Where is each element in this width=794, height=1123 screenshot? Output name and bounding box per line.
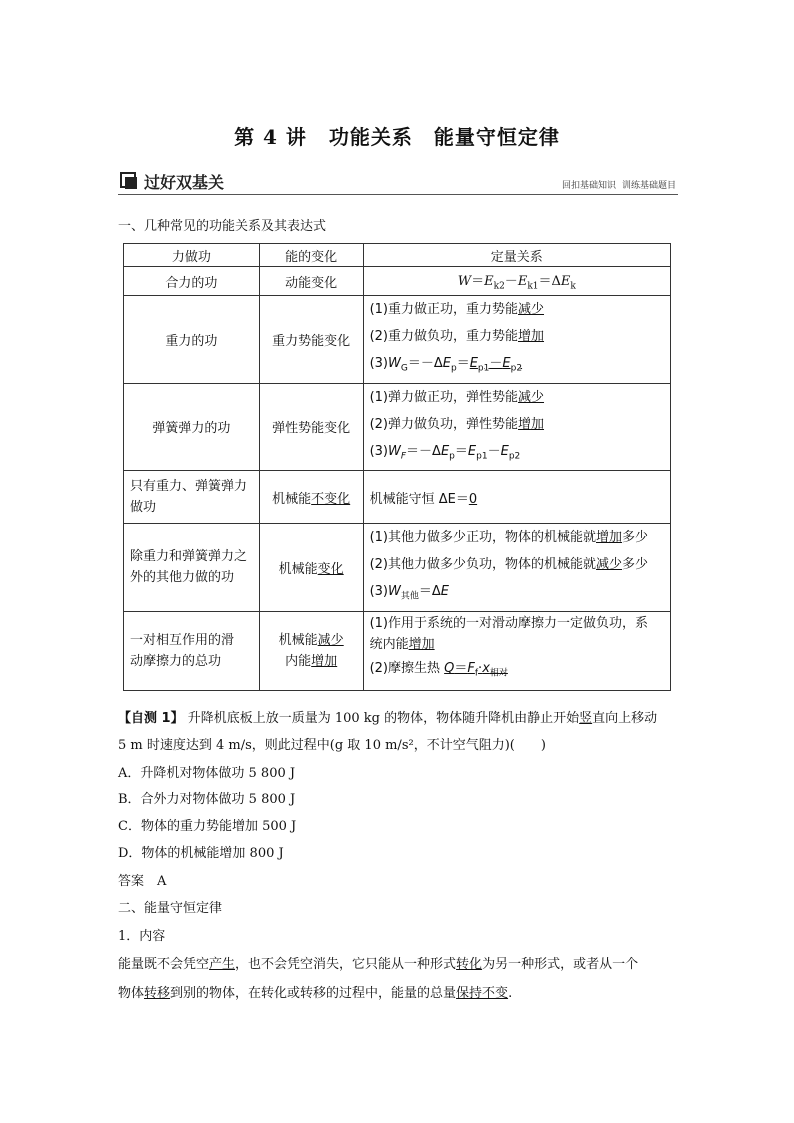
section-bar bbox=[118, 170, 678, 195]
option-d: D．物体的机械能增加 800 J bbox=[118, 846, 284, 861]
option-b: B．合外力对物体做功 5 800 J bbox=[118, 792, 296, 807]
other-force-formula: $(3)W_{其他}=\Delta E$ bbox=[369, 584, 449, 602]
header-work: 力做功 bbox=[124, 244, 260, 267]
table-row: 合力的功 动能变化 $W=E_{k2}-E_{k1}=\Delta E_k$ bbox=[124, 267, 671, 296]
content-paragraph: 能量既不会凭空产生，也不会凭空消失，它只能从一种形式转化为另一种形式，或者从一个 物体转移到别的物体，在转化或转移的过程中，能量的总量保持不变. bbox=[118, 957, 639, 1001]
section-title: 过好双基关 bbox=[144, 173, 225, 192]
table-row: 一对相互作用的滑 动摩擦力的总功 机械能减少 内能增加 (1)作用于系统的一对滑动摩擦力一定做负功，系 统内能增加 (2)摩擦生热 $Q=F_f\cdot x_{相对}$ bbox=[124, 611, 671, 690]
table-row: 弹簧弹力的功 弹性势能变化 (1)弹力做正功，弹性势能减少 (2)弹力做负功，弹性势能增加 $(3)W_F=-\Delta E_p=E_{p1}-E_{p2}$ bbox=[124, 383, 671, 471]
table-row: 重力的功 重力势能变化 (1)重力做正功，重力势能减少 (2)重力做负功，重力势能增加 $(3)W_G=-\Delta E_p=E_{p1}-E_{p2}$ bbox=[124, 296, 671, 384]
table-row: 除重力和弹簧弹力之 外的其他力做的功 机械能变化 (1)其他力做多少正功，物体的机械能就增加多少 (2)其他力做多少负功，物体的机械能就减少多少 $(3)W_{其他}=\Delta E$ bbox=[124, 524, 671, 612]
section-subtitle: 回扣基础知识 训练基础题目 bbox=[561, 181, 676, 191]
friction-heat-formula: $Q=F_f\cdot x_{相对}$ bbox=[444, 661, 508, 680]
section-square-icon bbox=[120, 172, 137, 189]
relations-table bbox=[123, 243, 671, 691]
problem-tag: 【自测 1】 bbox=[118, 711, 184, 726]
header-change: 能的变化 bbox=[259, 244, 363, 267]
answer: 答案 A bbox=[118, 874, 167, 889]
gravity-formula: $(3)W_G=-\Delta E_p=E_{p1}-E_{p2}$ bbox=[369, 356, 523, 374]
table-row: 只有重力、弹簧弹力 做功 机械能不变化 机械能守恒 ΔE＝0 bbox=[124, 471, 671, 524]
option-a: A．升降机对物体做功 5 800 J bbox=[118, 766, 296, 781]
option-c: C．物体的重力势能增加 500 J bbox=[118, 819, 297, 834]
subsection-heading: 1．内容 bbox=[118, 929, 166, 944]
section2-heading: 二、能量守恒定律 bbox=[118, 901, 223, 916]
section1-heading: 一、几种常见的功能关系及其表达式 bbox=[118, 219, 327, 234]
table-header-row bbox=[124, 244, 671, 267]
problem-stem-line-2: 5 m 时速度达到 4 m/s，则此过程中(g 取 10 m/s²，不计空气阻力)( ) bbox=[118, 738, 546, 753]
problem-stem-line-1: 【自测 1】 升降机底板上放一质量为 100 kg 的物体，物体随升降机由静止开始竖直向上移动 bbox=[118, 711, 658, 726]
elastic-formula: $(3)W_F=-\Delta E_p=E_{p1}-E_{p2}$ bbox=[369, 443, 521, 462]
kinetic-energy-formula: $W=E_{k2}-E_{k1}=\Delta E_k$ bbox=[363, 267, 670, 296]
header-relation: 定量关系 bbox=[363, 244, 670, 267]
page-title: 第 4 讲 功能关系 能量守恒定律 bbox=[234, 125, 560, 149]
